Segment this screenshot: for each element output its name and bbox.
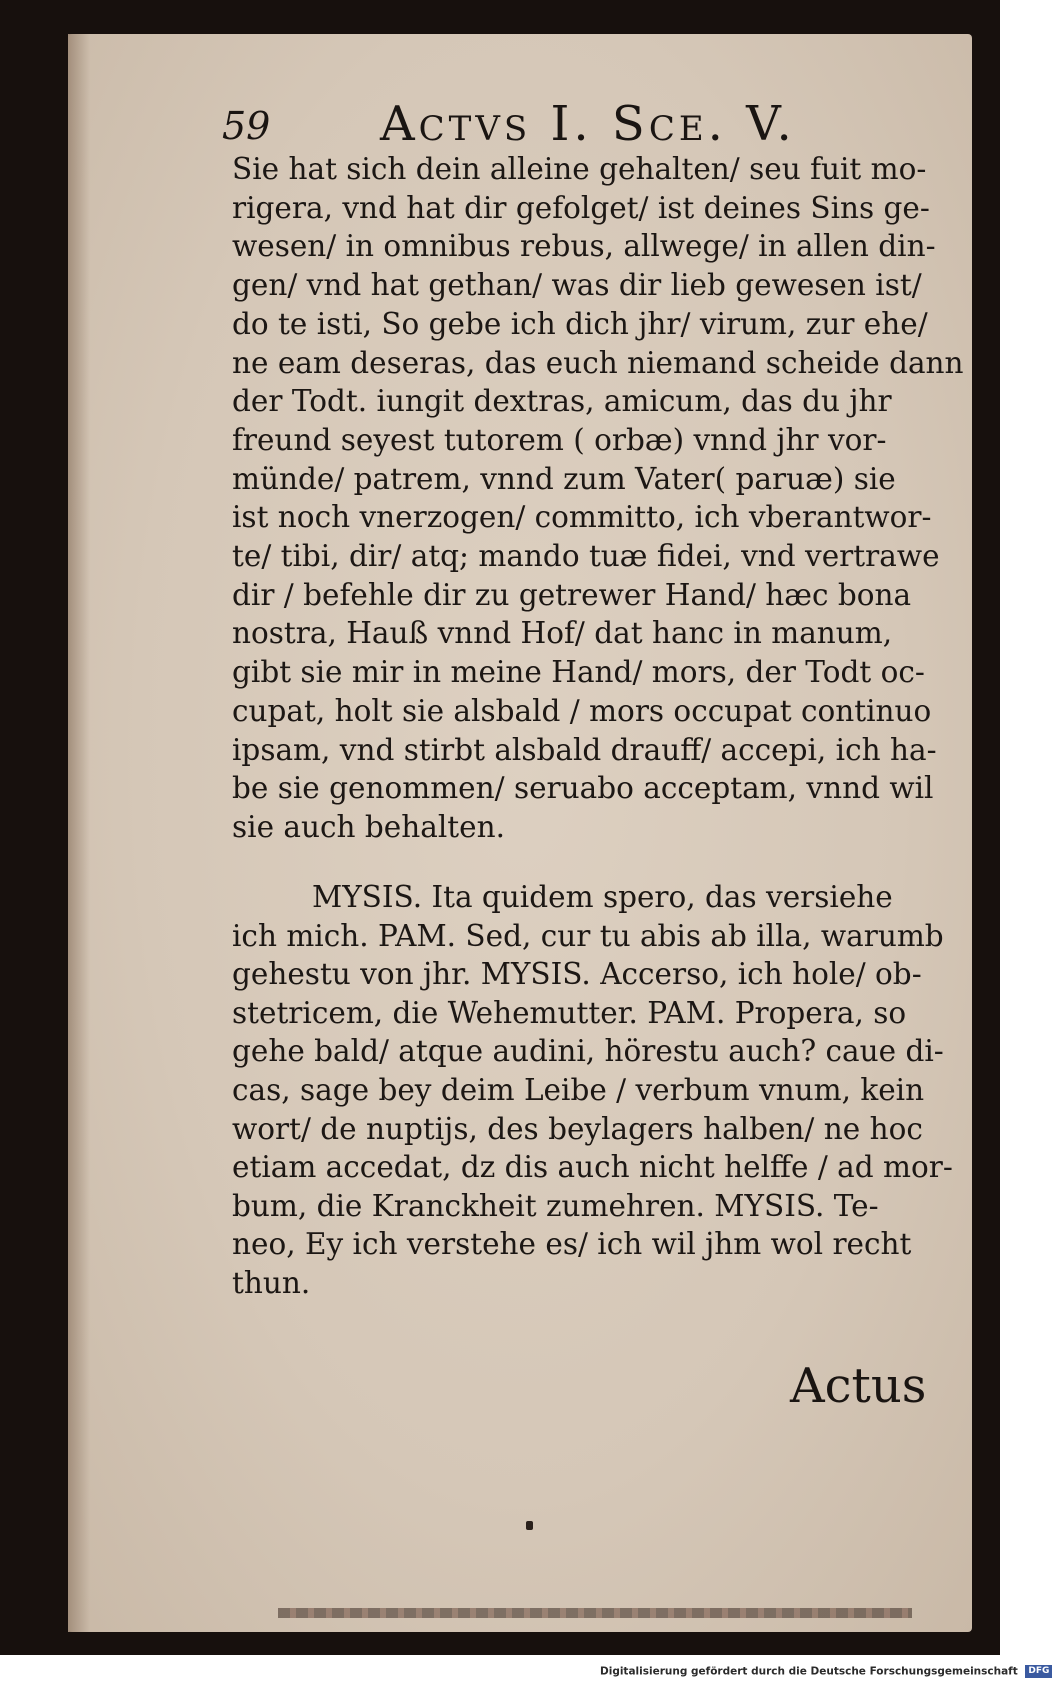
text-line: Sie hat sich dein alleine gehalten/ seu fuit mo- [232,152,927,186]
text-block-1 [232,150,964,847]
text-line: cas, sage bey deim Leibe / verbum vnum, kein [232,1072,925,1107]
text-line: der Todt. iungit dextras, amicum, das du jhr [232,384,892,419]
text-line: gehe bald/ atque audini, hörestu auch? caue di- [232,1034,944,1069]
dfg-logo-icon: DFG [1025,1665,1052,1678]
text-block-2 [232,878,953,1303]
text-line: do te isti, So gebe ich dich jhr/ virum, zur ehe/ [232,306,928,341]
text-line: be sie genommen/ seruabo acceptam, vnnd wil [232,771,934,806]
catchword: Actus [790,1358,927,1414]
text-line: ich mich. PAM. Sed, cur tu abis ab illa, warumb [232,918,944,953]
text-line: gehestu von jhr. MYSIS. Accerso, ich hole/ ob- [232,957,922,992]
text-line: gen/ vnd hat gethan/ was dir lieb gewesen ist/ [232,268,922,303]
text-line: münde/ patrem, vnnd zum Vater( paruæ) sie [232,461,896,496]
text-line: te/ tibi, dir/ atq; mando tuæ fidei, vnd vertrawe [232,539,940,574]
page-number: 59 [222,104,271,148]
text-line: ist noch vnerzogen/ committo, ich vberantwor- [232,500,932,535]
text-line: stetricem, die Wehemutter. PAM. Propera, so [232,995,907,1030]
page-header [222,96,862,156]
text-line: nostra, Hauß vnnd Hof/ dat hanc in manum, [232,616,893,651]
page-bottom-edge [278,1608,912,1618]
text-line: gibt sie mir in meine Hand/ mors, der Todt oc- [232,655,925,690]
text-line: dir / befehle dir zu getrewer Hand/ hæc bona [232,577,912,612]
running-head: Actvs I. Sce. V. [380,96,796,152]
text-line: bum, die Kranckheit zumehren. MYSIS. Te- [232,1188,879,1223]
footer-text: Digitalisierung gefördert durch die Deutsche Forschungsgemeinschaft [600,1665,1018,1678]
text-line: wort/ de nuptijs, des beylagers halben/ ne hoc [232,1111,923,1146]
text-line: wesen/ in omnibus rebus, allwege/ in allen din- [232,229,936,264]
text-line: sie auch behalten. [232,809,505,844]
text-line: neo, Ey ich verstehe es/ ich wil jhm wol recht [232,1227,912,1262]
text-line: thun. [232,1265,311,1300]
text-line: cupat, holt sie alsbald / mors occupat continuo [232,693,932,728]
text-line: MYSIS. Ita quidem spero, das versiehe [312,880,893,914]
text-line: freund seyest tutorem ( orbæ) vnnd jhr vor- [232,422,887,457]
ink-dot [526,1521,533,1530]
text-line: ne eam deseras, das euch niemand scheide dann [232,345,964,380]
footer-credit [600,1665,1050,1678]
text-line: etiam accedat, dz dis auch nicht helffe / ad mor- [232,1150,953,1185]
text-line: rigera, vnd hat dir gefolget/ ist deines Sins ge- [232,190,930,225]
text-line: ipsam, vnd stirbt alsbald drauff/ accepi, ich ha- [232,732,937,767]
